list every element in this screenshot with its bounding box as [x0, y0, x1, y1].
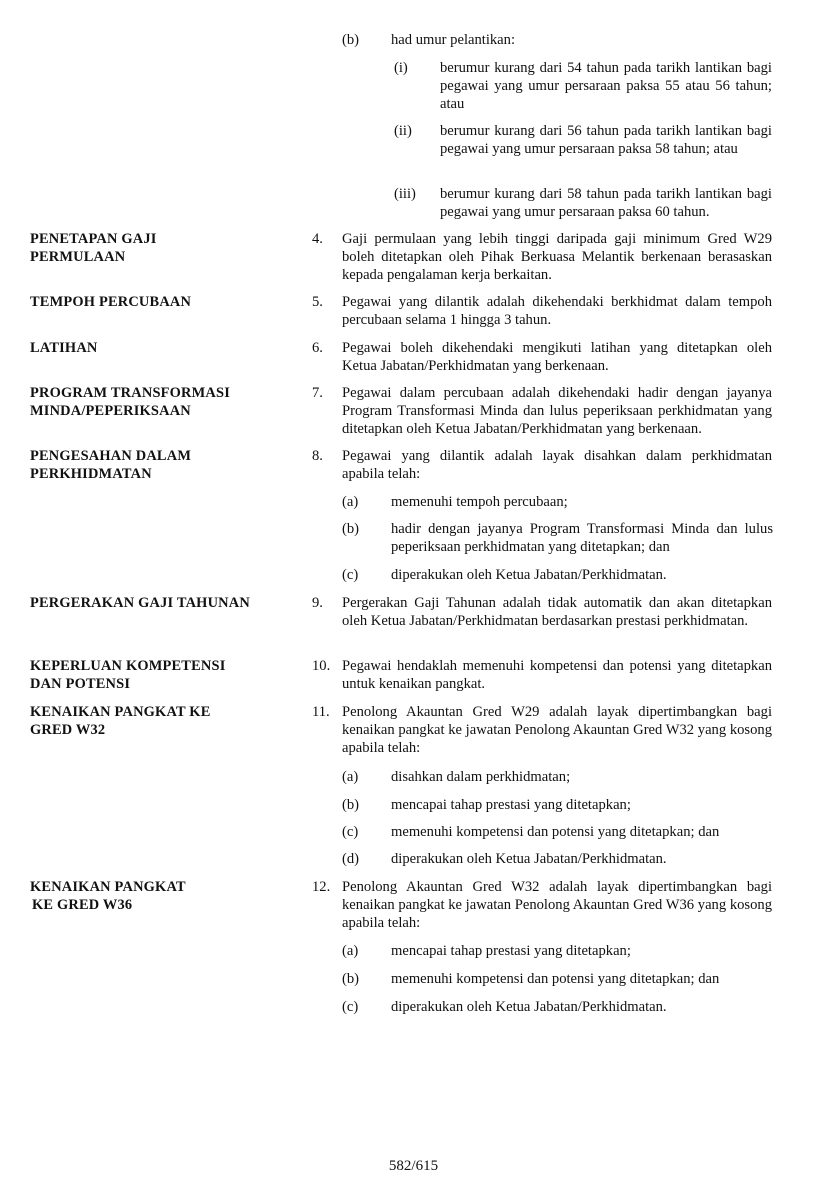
heading-line: LATIHAN: [30, 340, 98, 356]
subitem-ii-text: berumur kurang dari 56 tahun pada tarikh lantikan bagi pegawai yang umur persaraan paksa 58 tahun; atau: [440, 123, 772, 157]
heading-program-transformasi: [30, 384, 300, 420]
heading-line: TEMPOH PERCUBAAN: [30, 294, 192, 310]
heading-latihan: [30, 339, 300, 357]
section-8-item-c-text: diperakukan oleh Ketua Jabatan/Perkhidmatan.: [391, 567, 667, 583]
section-number: 10.: [312, 658, 331, 674]
heading-pergerakan-gaji: [30, 594, 300, 612]
heading-line: KE GRED W36: [32, 897, 133, 913]
section-8-item-a-label: (a): [342, 494, 359, 510]
section-6-text: Pegawai boleh dikehendaki mengikuti latihan yang ditetapkan oleh Ketua Jabatan/Perkhidmatan yang berkenaan.: [342, 340, 772, 374]
section-11-item-d-text: diperakukan oleh Ketua Jabatan/Perkhidmatan.: [391, 851, 667, 867]
heading-line: KEPERLUAN KOMPETENSI: [30, 658, 226, 674]
section-12-text: Penolong Akauntan Gred W32 adalah layak dipertimbangkan bagi kenaikan pangkat ke jawatan Penolong Akauntan Gred W36 yang kosong apabila telah:: [342, 879, 772, 931]
section-12-item-c-text: diperakukan oleh Ketua Jabatan/Perkhidmatan.: [391, 999, 667, 1015]
item-b-text: had umur pelantikan:: [391, 32, 516, 48]
page-number: 582/615: [388, 1158, 439, 1174]
heading-line: PERMULAAN: [30, 249, 126, 265]
heading-line: PERGERAKAN GAJI TAHUNAN: [30, 595, 250, 611]
section-8-text: Pegawai yang dilantik adalah layak disahkan dalam perkhidmatan apabila telah:: [342, 448, 772, 482]
heading-keperluan-kompetensi: [30, 657, 300, 693]
heading-pengesahan: [30, 447, 300, 483]
heading-line: MINDA/PEPERIKSAAN: [30, 403, 191, 419]
section-7-text: Pegawai dalam percubaan adalah dikehendaki hadir dengan jayanya Program Transformasi Minda dan lulus peperiksaan perkhidmatan yang ditetapkan oleh Ketua Jabatan/Perkhidmatan yang berkenaan.: [342, 385, 772, 437]
subitem-i-text: berumur kurang dari 54 tahun pada tarikh lantikan bagi pegawai yang umur persaraan paksa 55 atau 56 tahun; atau: [440, 60, 772, 112]
heading-line: GRED W32: [30, 722, 106, 738]
heading-line: PENETAPAN GAJI: [30, 231, 157, 247]
heading-line: DAN POTENSI: [30, 676, 131, 692]
subitem-i-label: (i): [394, 60, 408, 76]
section-9-text: Pergerakan Gaji Tahunan adalah tidak automatik dan akan ditetapkan oleh Ketua Jabatan/Perkhidmatan berdasarkan prestasi perkhidmatan.: [342, 595, 772, 629]
section-11-item-a-text: disahkan dalam perkhidmatan;: [391, 769, 571, 785]
section-11-item-c-label: (c): [342, 824, 359, 840]
heading-kenaikan-w32: [30, 703, 300, 739]
section-11-item-b-label: (b): [342, 797, 360, 813]
subitem-iii-text: berumur kurang dari 58 tahun pada tarikh lantikan bagi pegawai yang umur persaraan paksa 60 tahun.: [440, 186, 772, 220]
section-number: 5.: [312, 294, 323, 310]
section-number: 8.: [312, 448, 323, 464]
section-12-item-b-text: memenuhi kompetensi dan potensi yang ditetapkan; dan: [391, 971, 720, 987]
heading-line: KENAIKAN PANGKAT KE: [30, 704, 211, 720]
section-number: 12.: [312, 879, 331, 895]
section-4-text: Gaji permulaan yang lebih tinggi daripada gaji minimum Gred W29 boleh ditetapkan oleh Pihak Berkuasa Melantik berkenaan berasaskan kepada pengalaman kerja berkaitan.: [342, 231, 772, 283]
section-11-text: Penolong Akauntan Gred W29 adalah layak dipertimbangkan bagi kenaikan pangkat ke jawatan Penolong Akauntan Gred W32 yang kosong apabila telah:: [342, 704, 772, 756]
section-number: 4.: [312, 231, 323, 247]
section-5-text: Pegawai yang dilantik adalah dikehendaki berkhidmat dalam tempoh percubaan selama 1 hingga 3 tahun.: [342, 294, 772, 328]
section-number: 9.: [312, 595, 323, 611]
subitem-ii-label: (ii): [394, 123, 412, 139]
section-number: 11.: [312, 704, 330, 720]
section-12-item-c-label: (c): [342, 999, 359, 1015]
section-number: 6.: [312, 340, 323, 356]
item-b-label: (b): [342, 32, 360, 48]
section-8-item-a-text: memenuhi tempoh percubaan;: [391, 494, 568, 510]
section-8-item-c-label: (c): [342, 567, 359, 583]
section-10-text: Pegawai hendaklah memenuhi kompetensi dan potensi yang ditetapkan untuk kenaikan pangkat.: [342, 658, 772, 692]
section-8-item-b-text: hadir dengan jayanya Program Transformasi Minda dan lulus peperiksaan perkhidmatan yang ditetapkan; dan: [391, 521, 773, 555]
heading-line: PENGESAHAN DALAM: [30, 448, 192, 464]
section-11-item-b-text: mencapai tahap prestasi yang ditetapkan;: [391, 797, 631, 813]
subitem-iii-label: (iii): [394, 186, 416, 202]
section-11-item-a-label: (a): [342, 769, 359, 785]
heading-tempoh-percubaan: [30, 293, 300, 311]
section-12-item-a-label: (a): [342, 943, 359, 959]
section-12-item-a-text: mencapai tahap prestasi yang ditetapkan;: [391, 943, 631, 959]
heading-line: PROGRAM TRANSFORMASI: [30, 385, 231, 401]
heading-line: PERKHIDMATAN: [30, 466, 152, 482]
heading-penetapan-gaji: [30, 230, 300, 266]
section-11-item-d-label: (d): [342, 851, 360, 867]
section-11-item-c-text: memenuhi kompetensi dan potensi yang ditetapkan; dan: [391, 824, 720, 840]
heading-kenaikan-w36: [30, 878, 300, 914]
section-12-item-b-label: (b): [342, 971, 360, 987]
section-number: 7.: [312, 385, 323, 401]
section-8-item-b-label: (b): [342, 521, 360, 537]
heading-line: KENAIKAN PANGKAT: [30, 879, 186, 895]
